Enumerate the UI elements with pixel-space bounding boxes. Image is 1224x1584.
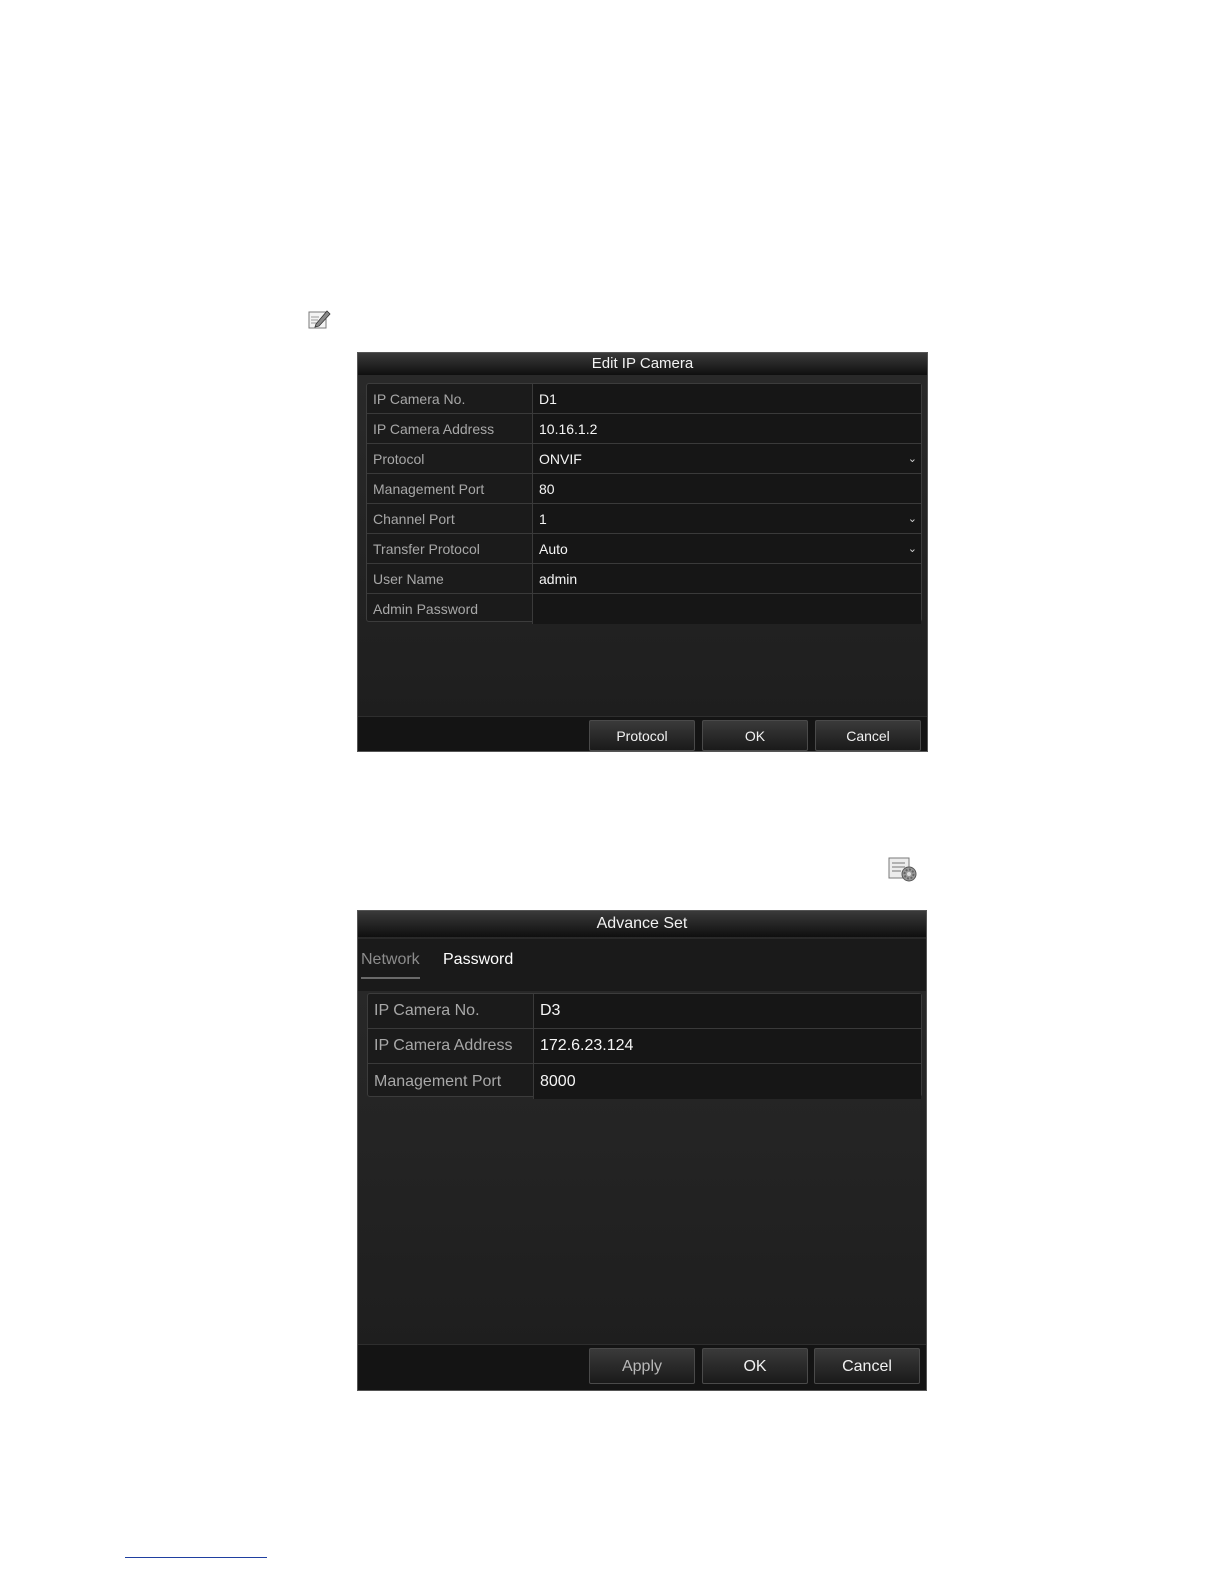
tab-network[interactable]: Network (361, 951, 420, 979)
footnote-separator (125, 1557, 267, 1558)
chevron-down-icon: ⌄ (907, 543, 917, 555)
field-row-ip-camera-no (368, 994, 921, 1029)
chevron-down-icon: ⌄ (907, 453, 917, 465)
cancel-button[interactable]: Cancel (815, 720, 921, 751)
management-port-input[interactable]: 8000 (534, 1064, 921, 1099)
ok-button[interactable]: OK (702, 720, 808, 751)
field-row-management-port (368, 1064, 921, 1099)
ip-camera-address-input[interactable]: 10.16.1.2 (533, 414, 921, 443)
button-bar (358, 1344, 926, 1390)
field-label: User Name (367, 564, 533, 593)
edit-icon[interactable] (307, 307, 331, 331)
button-bar (358, 716, 927, 751)
field-row-ip-camera-no (367, 384, 921, 414)
field-label: Transfer Protocol (367, 534, 533, 563)
user-name-input[interactable]: admin (533, 564, 921, 593)
ip-camera-address-input[interactable]: 172.6.23.124 (534, 1029, 921, 1063)
dialog-title: Advance Set (358, 911, 926, 937)
channel-port-select[interactable]: 1 ⌄ (533, 504, 921, 533)
field-label: IP Camera No. (367, 384, 533, 413)
tab-password[interactable]: Password (443, 951, 514, 968)
field-label: Admin Password (367, 594, 533, 624)
field-row-admin-password (367, 594, 921, 624)
management-port-input[interactable]: 80 (533, 474, 921, 503)
advance-network-form (367, 993, 922, 1097)
advance-set-dialog (357, 910, 927, 1391)
field-row-management-port (367, 474, 921, 504)
cancel-button[interactable]: Cancel (814, 1348, 920, 1384)
apply-button[interactable]: Apply (589, 1348, 695, 1384)
field-label: IP Camera Address (367, 414, 533, 443)
field-row-channel-port (367, 504, 921, 534)
field-row-user-name (367, 564, 921, 594)
ip-camera-no-value: D1 (533, 384, 921, 413)
advanced-settings-icon[interactable] (887, 856, 919, 884)
tab-bar (358, 939, 926, 991)
field-label: IP Camera No. (368, 994, 534, 1028)
dialog-title: Edit IP Camera (358, 353, 927, 375)
edit-camera-form (366, 383, 922, 622)
chevron-down-icon: ⌄ (907, 513, 917, 525)
field-label: Management Port (367, 474, 533, 503)
field-label: Channel Port (367, 504, 533, 533)
field-row-protocol (367, 444, 921, 474)
transfer-protocol-select[interactable]: Auto ⌄ (533, 534, 921, 563)
ip-camera-no-value: D3 (534, 994, 921, 1028)
protocol-button[interactable]: Protocol (589, 720, 695, 751)
field-label: Management Port (368, 1064, 534, 1099)
field-label: Protocol (367, 444, 533, 473)
field-label: IP Camera Address (368, 1029, 534, 1063)
protocol-select[interactable]: ONVIF ⌄ (533, 444, 921, 473)
field-row-ip-camera-address (367, 414, 921, 444)
field-row-transfer-protocol (367, 534, 921, 564)
admin-password-input[interactable] (533, 594, 921, 624)
edit-ip-camera-dialog (357, 352, 928, 752)
ok-button[interactable]: OK (702, 1348, 808, 1384)
field-row-ip-camera-address (368, 1029, 921, 1064)
